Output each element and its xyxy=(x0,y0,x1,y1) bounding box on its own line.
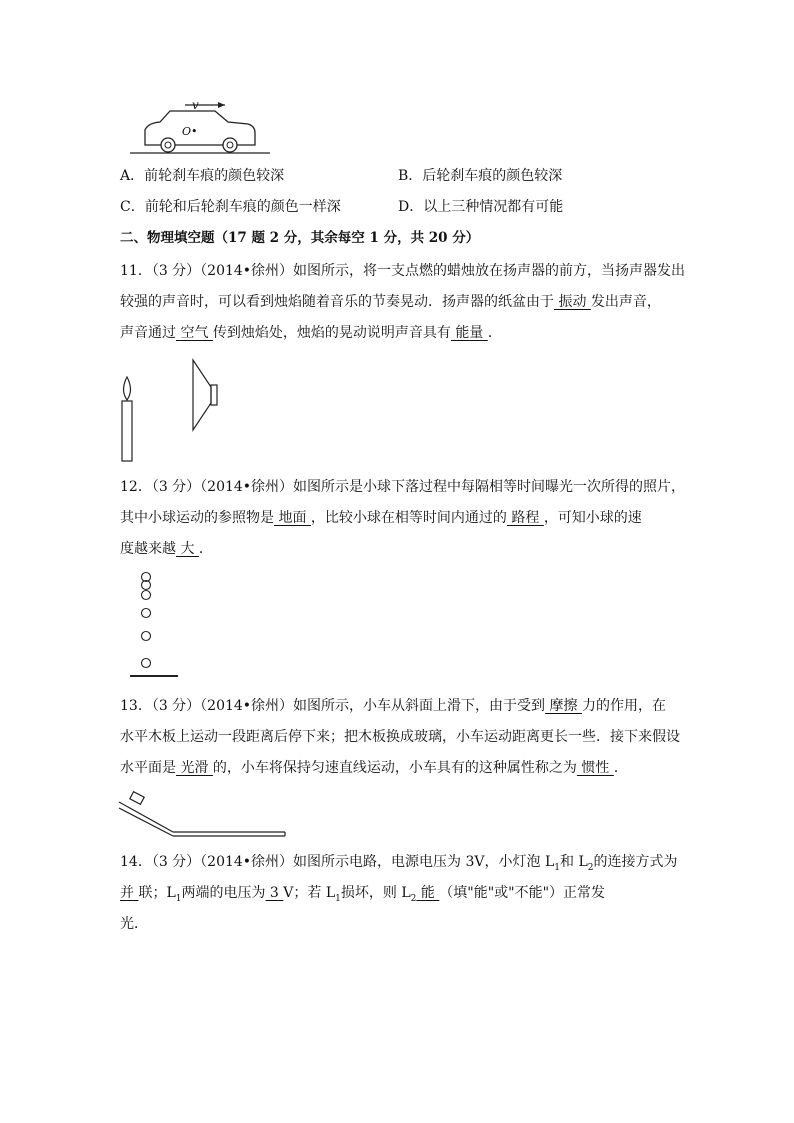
car-center-label: O• xyxy=(182,125,198,138)
q13-line2: 水平木板上运动一段距离后停下来；把木板换成玻璃，小车运动距离更长一些．接下来假设 xyxy=(120,729,680,745)
option-a: A．前轮刹车痕的颜色较深 xyxy=(120,168,285,184)
falling-ball-figure xyxy=(130,568,190,680)
option-c: C．前轮和后轮刹车痕的颜色一样深 xyxy=(120,199,341,215)
q11-line3: 声音通过 空气 传到烛焰处，烛焰的晃动说明声音具有 能量 ． xyxy=(120,325,502,341)
q11-line2: 较强的声音时，可以看到烛焰随着音乐的节奏晃动．扬声器的纸盆由于 振动 发出声音， xyxy=(120,294,661,310)
q12-line3: 度越来越 大 ． xyxy=(120,541,213,557)
q11-answer-3: 能量 xyxy=(450,325,488,341)
q12-answer-1: 地面 xyxy=(274,510,311,526)
q11-answer-2: 空气 xyxy=(176,325,213,341)
q12-line1: 12．（3 分）（2014•徐州）如图所示是小球下落过程中每隔相等时间曝光一次所得的照片， xyxy=(120,479,686,495)
q13-answer-1: 摩擦 xyxy=(545,698,582,714)
q11-line1: 11．（3 分）（2014•徐州）如图所示，将一支点燃的蜡烛放在扬声器的前方，当扬声器发出 xyxy=(120,263,686,279)
q14-answer-2: 3 xyxy=(265,885,284,901)
q14-answer-1: 并 xyxy=(120,885,139,901)
q14-answer-3: 能 xyxy=(416,885,440,901)
q13-answer-3: 惯性 xyxy=(576,760,614,776)
q14-line2: 并 联；$L_1$两端的电压为 3 V；若 $L_1$损坏，则 $L_2$ 能 （填"能"或"不能"）正常发 xyxy=(120,885,606,904)
car-figure xyxy=(130,95,270,160)
incline-figure xyxy=(115,790,290,840)
q12-line2: 其中小球运动的参照物是 地面 ，比较小球在相等时间内通过的 路程 ，可知小球的速 xyxy=(120,510,642,526)
q14-line1: 14．（3 分）（2014•徐州）如图所示电路，电源电压为 3V，小灯泡 $L_1$和 $L_2$的连接方式为 xyxy=(120,854,678,873)
q11-answer-1: 振动 xyxy=(554,294,591,310)
q14-line3: 光． xyxy=(120,916,148,932)
option-d: D．以上三种情况都有可能 xyxy=(398,199,564,215)
section-heading: 二、物理填空题（17 题 2 分，其余每空 1 分，共 20 分） xyxy=(120,230,480,246)
candle-speaker-figure xyxy=(115,355,225,465)
q13-line1: 13．（3 分）（2014•徐州）如图所示，小车从斜面上滑下，由于受到 摩擦 力的作用，在 xyxy=(120,698,666,714)
q12-answer-3: 大 xyxy=(176,541,199,557)
q12-answer-2: 路程 xyxy=(506,510,544,526)
car-velocity-label: v xyxy=(192,98,199,112)
q13-answer-2: 光滑 xyxy=(176,760,213,776)
q13-line3: 水平面是 光滑 的，小车将保持匀速直线运动，小车具有的这种属性称之为 惯性 ． xyxy=(120,760,628,776)
option-b: B．后轮刹车痕的颜色较深 xyxy=(398,168,563,184)
